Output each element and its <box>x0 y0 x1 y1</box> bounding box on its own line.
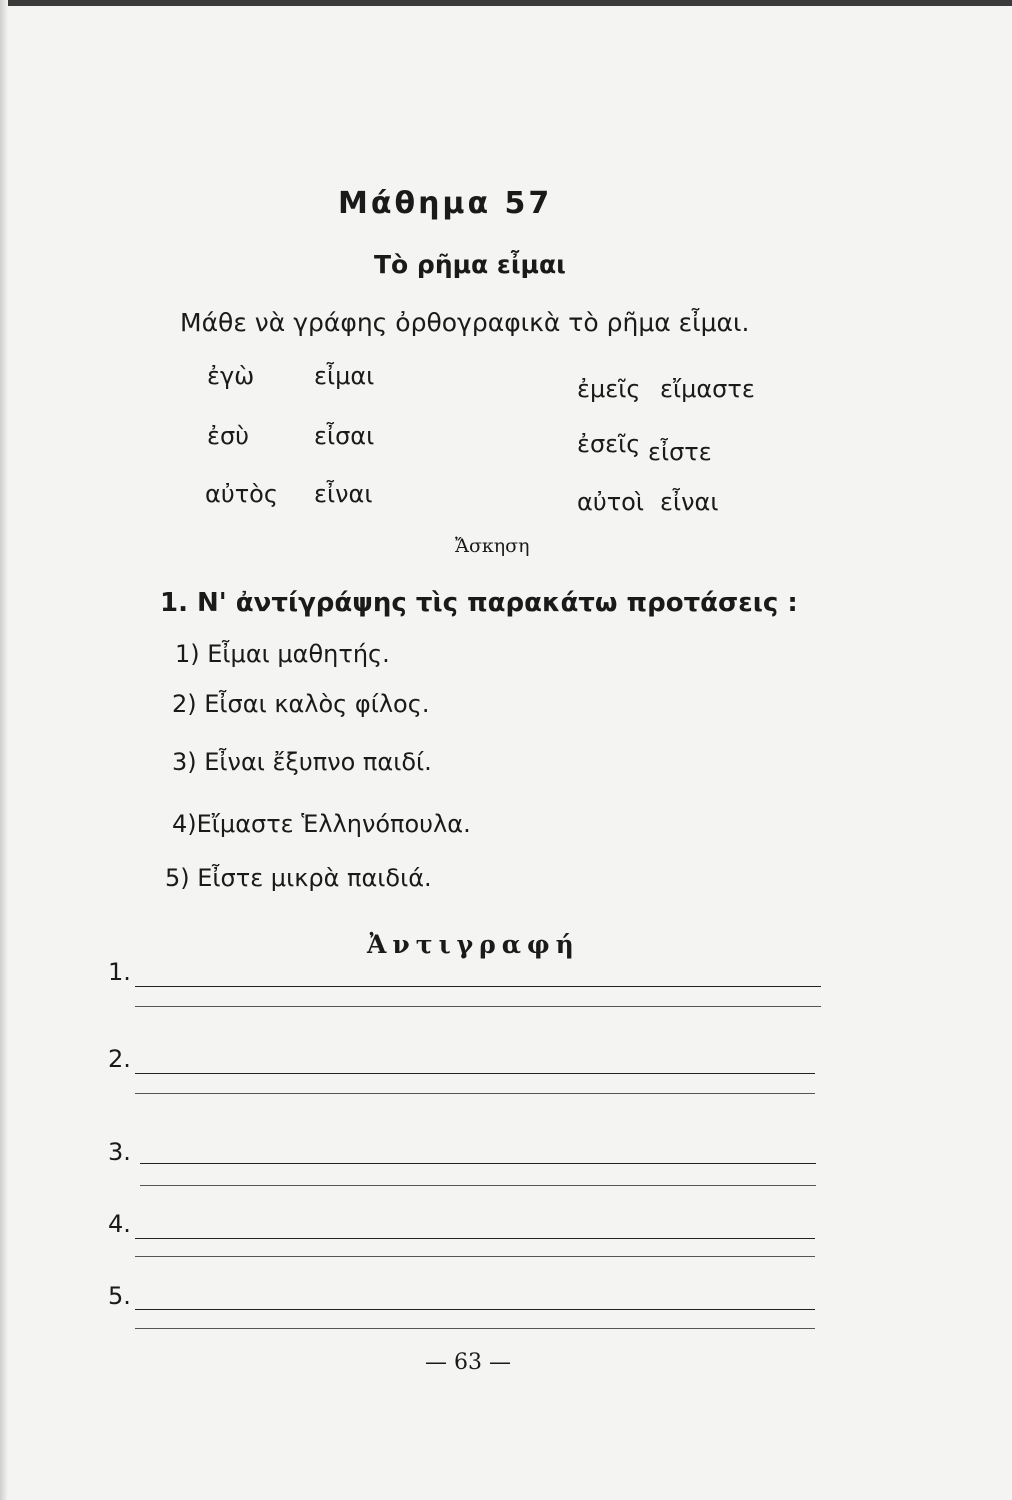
exercise-heading: Ἄσκηση <box>455 535 530 557</box>
sentence-5: 5) Εἶστε μικρὰ παιδιά. <box>165 864 432 892</box>
line-number-2: 2. <box>108 1045 131 1073</box>
sentence-4: 4)Εἴμαστε Ἑλληνόπουλα. <box>172 810 471 838</box>
verb-eimaste: εἴμαστε <box>660 375 755 403</box>
pronoun-emeis: ἐμεῖς <box>577 375 641 403</box>
scan-left-edge <box>0 0 8 1500</box>
pronoun-eseis: ἐσεῖς <box>577 430 641 458</box>
verb-eisai: εἶσαι <box>314 422 375 450</box>
line-number-1: 1. <box>108 958 131 986</box>
writing-line-4[interactable] <box>135 1238 815 1239</box>
writing-line-1[interactable] <box>135 986 821 987</box>
scan-top-edge <box>0 0 1012 6</box>
writing-line-4-lower <box>135 1256 815 1257</box>
pronoun-autos: αὐτὸς <box>205 480 278 508</box>
verb-eimai: εἶμαι <box>314 362 375 390</box>
writing-line-2-lower <box>135 1093 815 1094</box>
line-number-5: 5. <box>108 1282 131 1310</box>
writing-line-5[interactable] <box>135 1309 815 1310</box>
page-number: — 63 — <box>425 1350 511 1375</box>
sentence-3: 3) Εἶναι ἔξυπνο παιδί. <box>172 748 432 776</box>
sentence-2: 2) Εἶσαι καλὸς φίλος. <box>172 690 430 718</box>
verb-eiste: εἶστε <box>648 438 712 466</box>
lesson-title: Μάθημα 57 <box>338 186 553 221</box>
writing-line-2[interactable] <box>135 1073 815 1074</box>
writing-line-5-lower <box>135 1328 815 1329</box>
verb-einai-plural: εἶναι <box>660 488 719 516</box>
writing-line-1-lower <box>135 1006 821 1007</box>
pronoun-ego: ἐγὼ <box>207 362 255 390</box>
writing-line-3[interactable] <box>140 1163 816 1164</box>
intro-text: Μάθε νὰ γράφης ὀρθογραφικὰ τὸ ρῆμα εἶμαι. <box>180 308 750 337</box>
pronoun-autoi: αὐτοὶ <box>577 488 644 516</box>
exercise-instruction: 1. Ν' ἀντίγράψης τὶς παρακάτω προτάσεις : <box>160 588 798 618</box>
pronoun-esy: ἐσὺ <box>207 422 250 450</box>
copy-heading: Ἀντιγραφή <box>367 930 580 959</box>
writing-line-3-lower <box>140 1185 816 1186</box>
lesson-subtitle: Τὸ ρῆμα εἶμαι <box>374 250 566 279</box>
line-number-4: 4. <box>108 1210 131 1238</box>
line-number-3: 3. <box>108 1138 131 1166</box>
sentence-1: 1) Εἶμαι μαθητής. <box>175 640 390 668</box>
verb-einai: εἶναι <box>314 480 373 508</box>
